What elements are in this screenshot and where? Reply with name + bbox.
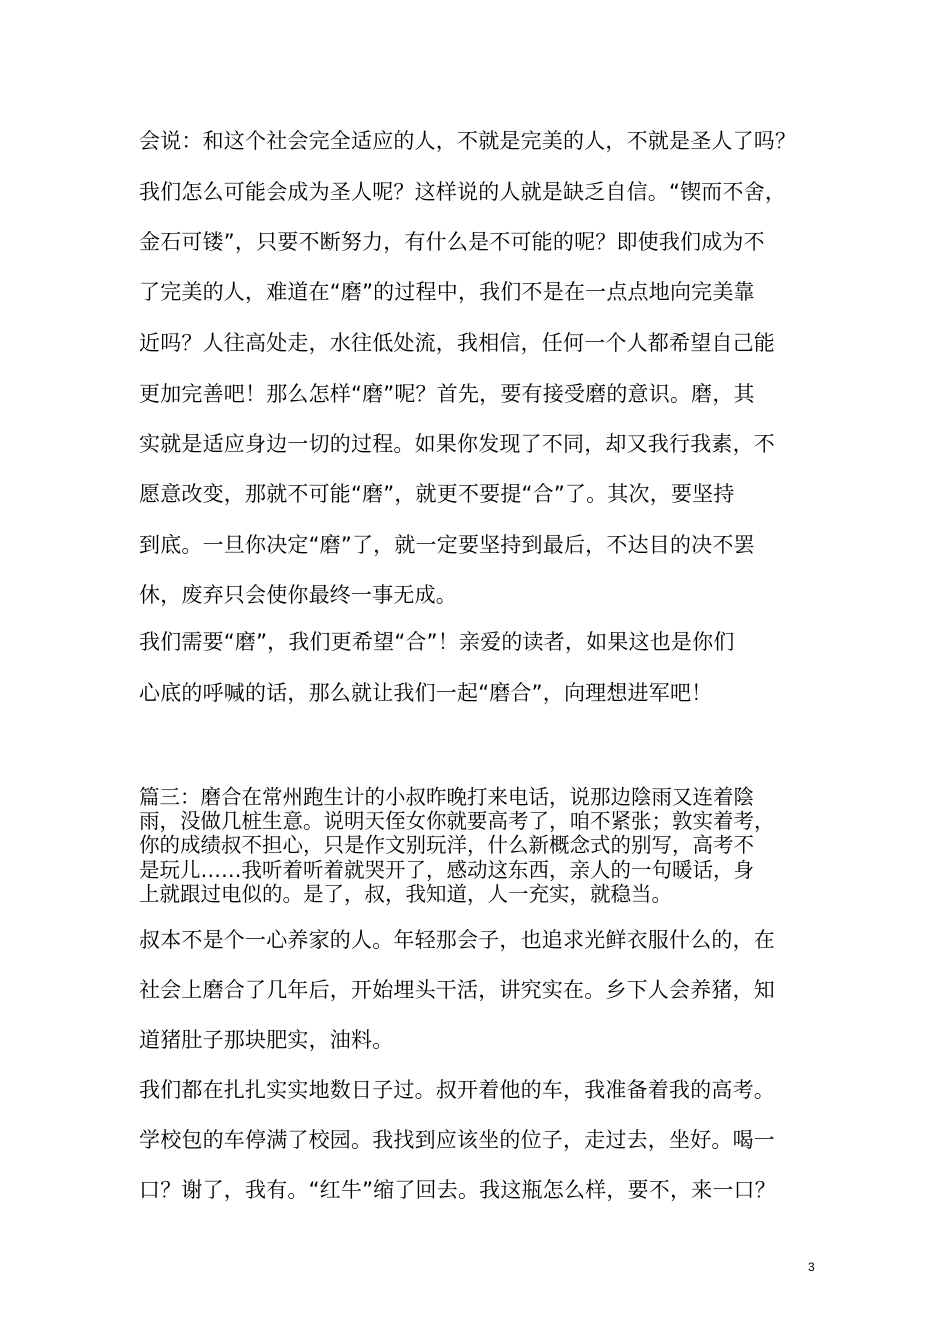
paragraph-line: 道猪肚子那块肥实，油料。 [139, 1028, 394, 1052]
paragraph-line: 口？谢了，我有。“红牛”缩了回去。我这瓶怎么样，要不，来一口？ [139, 1178, 776, 1202]
paragraph-line: 了完美的人，难道在“磨”的过程中，我们不是在一点点地向完美靠 [139, 280, 755, 304]
paragraph-line: 休，废弃只会使你最终一事无成。 [139, 583, 457, 607]
paragraph-line: 我们怎么可能会成为圣人呢？这样说的人就是缺乏自信。“锲而不舍， [139, 180, 787, 204]
paragraph-line: 到底。一旦你决定“磨”了，就一定要坚持到最后，不达目的决不罢 [139, 533, 755, 557]
paragraph-line: 愿意改变，那就不可能“磨”，就更不要提“合”了。其次，要坚持 [139, 482, 735, 506]
paragraph-line: 是玩儿……我听着听着就哭开了，感动这东西，亲人的一句暖话，身 [139, 858, 754, 882]
paragraph-line: 金石可镂”，只要不断努力，有什么是不可能的呢？即使我们成为不 [139, 230, 765, 254]
paragraph-line: 近吗？人往高处走，水往低处流，我相信，任何一个人都希望自己能 [139, 331, 775, 355]
paragraph-line: 更加完善吧！那么怎样“磨”呢？首先，要有接受磨的意识。磨，其 [139, 382, 755, 406]
page-number: 3 [808, 1260, 815, 1274]
paragraph-line: 会说：和这个社会完全适应的人，不就是完美的人，不就是圣人了吗？ [139, 129, 797, 153]
paragraph-line: 学校包的车停满了校园。我找到应该坐的位子，走过去，坐好。喝一 [139, 1128, 775, 1152]
paragraph-line: 我们需要“磨”，我们更希望“合”！亲爱的读者，如果这也是你们 [139, 630, 735, 654]
paragraph-line: 篇三：磨合在常州跑生计的小叔昨晚打来电话，说那边陰雨又连着陰 [139, 785, 754, 809]
paragraph-line: 心底的呼喊的话，那么就让我们一起“磨合”，向理想进军吧！ [139, 681, 713, 705]
paragraph-line: 我们都在扎扎实实地数日子过。叔开着他的车，我准备着我的高考。 [139, 1078, 775, 1102]
paragraph-line: 你的成绩叔不担心，只是作文别玩洋，什么新概念式的别写，高考不 [139, 833, 754, 857]
paragraph-line: 雨，没做几桩生意。说明天侄女你就要高考了，咱不紧张；敦实着考， [139, 809, 775, 833]
paragraph-line: 上就跟过电似的。是了，叔，我知道，人一充实，就稳当。 [139, 882, 672, 906]
paragraph-line: 社会上磨合了几年后，开始埋头干活，讲究实在。乡下人会养猪，知 [139, 978, 775, 1002]
paragraph-line: 叔本不是个一心养家的人。年轻那会子，也追求光鲜衣服什么的，在 [139, 928, 775, 952]
paragraph-line: 实就是适应身边一切的过程。如果你发现了不同，却又我行我素，不 [139, 432, 775, 456]
